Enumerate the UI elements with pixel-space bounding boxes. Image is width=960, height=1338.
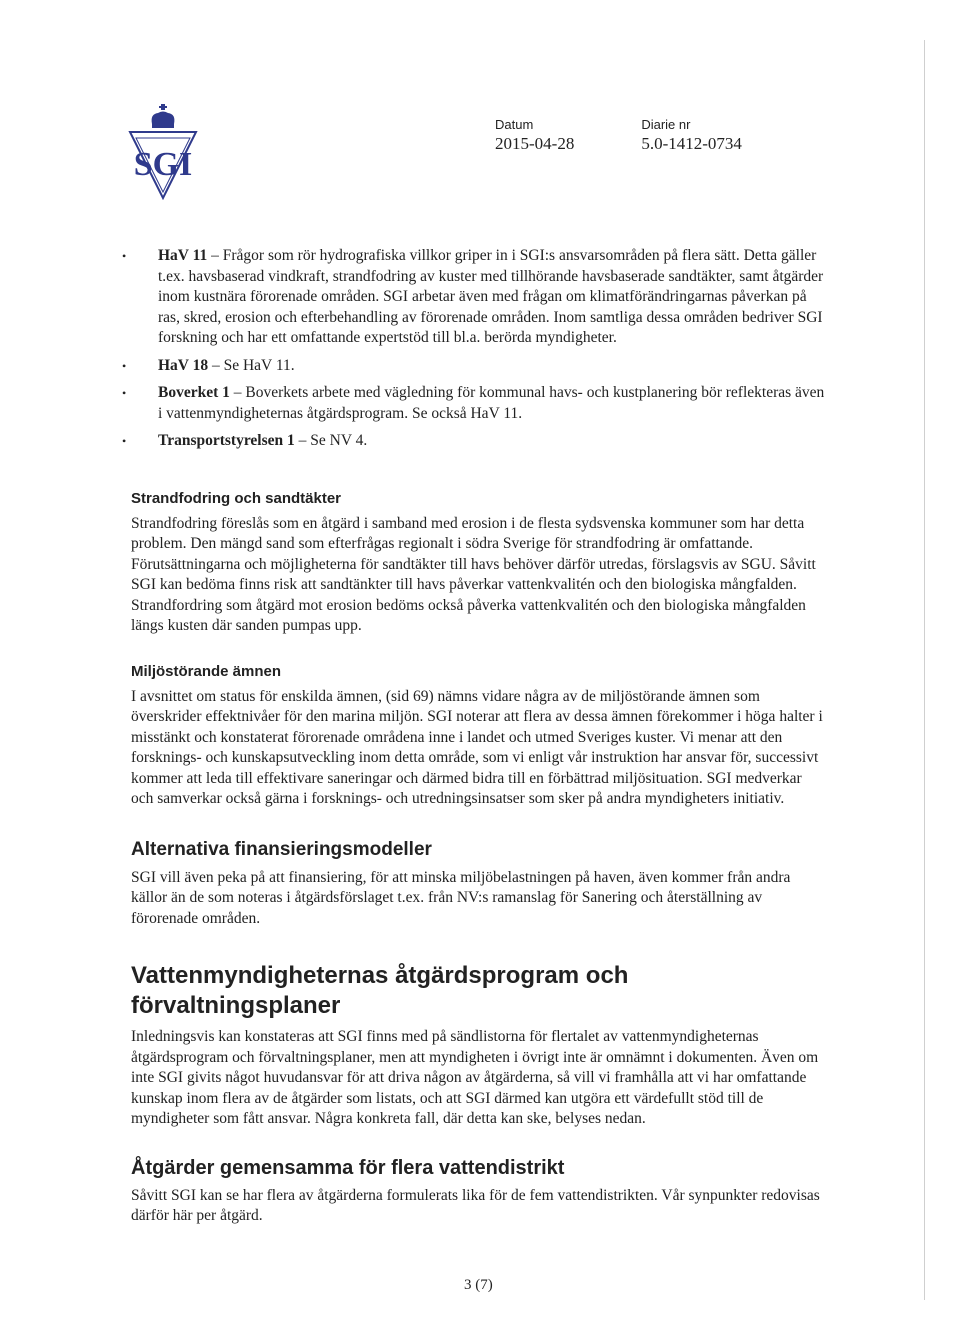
bullet-item xyxy=(131,246,826,349)
document-body xyxy=(131,246,826,1227)
paragraph-miljostorande: I avsnittet om status för enskilda ämnen, (sid 69) nämns vidare några av de miljöstörande ämnen som överskrider effektnivåer för den marina miljön. SGI noterar att flera av dessa ämnen förekommer i höga halter i misstänkt och konstaterat förorenade områdena inne i landet och utmed Sveriges kuster. Vi menar att den forsknings- och kunskapsutveckling inom detta område, som vi enligt vår instruktion har ansvar för, successivt kommer att leda till effektivare saneringar och därmed bidra till en förbättrad miljösituation. SGI medverkar och samverkar också gärna i forsknings- och utredningsinsatser som sker på andra myndigheters initiativ. xyxy=(131,687,823,807)
bullet-item xyxy=(131,431,826,452)
paragraph-vattenmyndigheter: Inledningsvis kan konstateras att SGI finns med på sändlistorna för flertalet av vattenmyndigheternas åtgärdsprogram och förvaltningsplaner, men att myndigheten i övrigt inte är omnämnt i dokumenten. Även om inte SGI givits något huvudansvar för att driva någon av åtgärderna, så vill vi framhålla att vi har omfattande kunskap inom flera av de åtgärder som listats, och att SGI därmed kan utgöra ett värdefullt stöd till de myndigheter som fått ansvar. Några konkreta fall, där detta kan ske, belyses nedan. xyxy=(131,1028,819,1127)
document-meta xyxy=(495,117,742,155)
heading-atgarder: Åtgärder gemensamma för flera vattendistrikt xyxy=(131,1156,565,1179)
heading-strandfodring: Strandfodring och sandtäkter xyxy=(131,489,342,507)
paragraph-atgarder: Såvitt SGI kan se har flera av åtgärderna formulerats lika för de fem vattendistrikten. Vår synpunkter redovisas därför här per åtgärd. xyxy=(131,1186,820,1224)
diarie-value: 5.0-1412-0734 xyxy=(641,134,742,153)
sgi-logo xyxy=(128,104,198,200)
bullet-item xyxy=(131,383,826,424)
datum-block xyxy=(495,117,574,155)
bullet-bold: Boverket 1 xyxy=(158,384,230,401)
margin-line xyxy=(924,40,925,1300)
bullet-bold: HaV 18 xyxy=(158,356,209,374)
bullet-text: – Boverkets arbete med vägledning för kommunal havs- och kustplanering bör reflekteras även i vattenmyndigheternas åtgärdsprogram. Se också HaV 11. xyxy=(158,384,825,422)
bullet-text: – Frågor som rör hydrografiska villkor griper in i SGI:s ansvarsområden på flera sätt. Detta gäller t.ex. havsbaserad vindkraft, strandfodring av kuster med tillhörande havsbaserade sandtäkter, samt åtgärder inom kustnära förorenade områden. SGI arbetar även med frågan om klimatförändringarnas påverkan på ras, skred, erosion och efterbehandling av förorenade områden. Inom samtliga dessa områden bedriver SGI forskning och har ett omfattande expertstöd till bl.a. berörda myndigheter. xyxy=(158,247,824,346)
bullet-item xyxy=(131,356,826,377)
sgi-crown-triangle-logo-icon xyxy=(128,104,198,200)
heading-vattenmyndigheter: Vattenmyndigheternas åtgärdsprogram och förvaltningsplaner xyxy=(131,962,629,1019)
bullet-list xyxy=(131,246,826,452)
bullet-text: – Se HaV 11. xyxy=(208,356,295,374)
diarie-block xyxy=(641,117,742,155)
datum-label: Datum xyxy=(495,117,534,132)
page-number: 3 (7) xyxy=(464,1277,493,1293)
bullet-bold: HaV 11 xyxy=(158,247,208,264)
heading-alternativa: Alternativa finansieringsmodeller xyxy=(131,838,432,860)
bullet-text: – Se NV 4. xyxy=(294,432,368,449)
datum-value: 2015-04-28 xyxy=(495,134,575,153)
bullet-bold: Transportstyrelsen 1 xyxy=(158,432,295,449)
paragraph-strandfodring: Strandfodring föreslås som en åtgärd i samband med erosion i de flesta sydsvenska kommuner som har detta problem. Den mängd sand som efterfrågas regionalt i södra Sverige för strandfodring är omfattande. Förutsättningarna och möjligheterna för sandtäkter till havs behöver därför utredas, förslagsvis av SGU. Såvitt SGI kan bedöma finns risk att sandtänkter till havs påverkar vattenkvalitén och den biologiska mångfalden. Strandfordring som åtgärd mot erosion bedöms också påverka vattenkvalitén och den biologiska mångfalden längs kusten där sanden pumpas upp. xyxy=(131,514,816,634)
logo-text: SGI xyxy=(133,146,193,183)
heading-miljostorande: Miljöstörande ämnen xyxy=(131,662,282,680)
diarie-label: Diarie nr xyxy=(641,117,691,132)
paragraph-alternativa: SGI vill även peka på att finansiering, för att minska miljöbelastningen på haven, även kommer från andra källor än de som noteras i åtgärdsförslaget t.ex. från NV:s ramanslag för Sanering och återställning av förorenade områden. xyxy=(131,868,791,927)
